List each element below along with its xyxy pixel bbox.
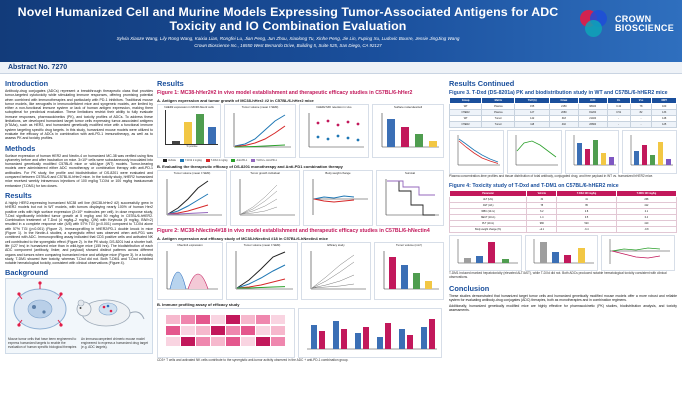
cell: -6.4 (557, 226, 616, 232)
col-header: T-DXd 100 mg/kg (557, 190, 616, 196)
background-caption-left: Mouse tumor cells that have been engineered to express humanized targets to enable the evaluation of human specific biological therapies (8, 337, 77, 350)
chart-body-weight (303, 170, 373, 226)
cell: 21400 (578, 116, 607, 122)
section-methods-heading: Methods (5, 143, 36, 153)
cell: - (607, 122, 630, 128)
chart-hher2-expression (157, 104, 221, 158)
cell: 125 (652, 122, 677, 128)
cell: 82 (630, 110, 652, 116)
cell: Body weight change (%) (450, 226, 527, 232)
conclusion-text-1: These studies demonstrated that humanized target tumor cells and humanized genetically modified mouse models offer a more robust and reliable system for evaluating antibody-drug conjugates (ADC) therapies, both as monotherapies and in combination regimens. (449, 293, 677, 302)
cell: 95 (557, 202, 616, 208)
cell: 412 (616, 202, 676, 208)
cell: NEUT (10⁹/L) (450, 214, 527, 220)
section-background-heading: Background (5, 268, 49, 278)
cell: 32 (527, 196, 557, 202)
cell: 318 (550, 116, 579, 122)
cell: 78 (630, 104, 652, 110)
conclusion-heading: Conclusion (449, 283, 490, 293)
cell: 402 (550, 122, 579, 128)
section-introduction-heading: Introduction (5, 79, 49, 88)
cell: 0.5 (557, 214, 616, 220)
cell: 0.4 (616, 214, 676, 220)
cell: - (630, 116, 652, 122)
cell: 148 (652, 116, 677, 122)
figure2-immune-note: CD3+ T cells and activated NK cells contribute to the synergistic anti-tumor activity observed in the ADC + anti-PD-1 combination group. (157, 358, 349, 362)
cell: 118 (515, 122, 550, 128)
chart-title: Tumor volume (mean ± SEM) (241, 105, 279, 109)
figure1-panel-a (157, 104, 445, 158)
col-header: Matrix (482, 98, 515, 104)
cell: 2150 (550, 104, 579, 110)
chart-title: hHER2 MFI retention in vivo (316, 105, 352, 109)
chart-body-weight-toxicity (601, 235, 675, 271)
figure3-charts (449, 130, 677, 174)
legend-item: T-DXd 4 mg/kg (206, 159, 228, 162)
cell: Tumor (482, 122, 515, 128)
cell: hHER2 (450, 110, 482, 116)
chart-title: Tumor volume (mm³) (395, 243, 422, 247)
chart-tumor-volume-model (224, 104, 296, 158)
chart-title: hNectin4 expression (177, 243, 203, 247)
chart-survival (376, 170, 444, 226)
cell: 133 (652, 110, 677, 116)
cell: 2.1 (616, 208, 676, 214)
chart-title: Tumor volume (mean ± SEM) (173, 171, 211, 175)
col-header: T-DM1 100 mg/kg (616, 190, 676, 196)
cell: 980 (527, 220, 557, 226)
section-introduction-text: Antibody-drug conjugates (ADCs) represent a breakthrough therapeutic class that provides tumor-targeted cytotoxicity while stimulating immune responses, offering promising potential when combined with immunotherapies and particularly with PD-1 inhibitors. Traditional mouse tumor models, like xenografts in immunodeficient mice and syngeneic models, are limited by either a non-functional immune system or lack of human antigen expression, making them suboptimal for preclinical evaluation. These limitations restrict their ability to fully evaluate immune responses, pharmacokinetics (PK), and toxicity profiles of ADCs. To address these limitations, we developed humanized target tumor cells expressing tumor-associated antigens (hTAAs), such as HER2, and humanized genetically modified mice with a functional immune system targeting specific drug targets. In this study, humanized mouse models were utilized to evaluate the efficacy of ADCs in combination with anti-PD-1 immunotherapy, as well as to assess PK and toxicity profiles. (5, 89, 153, 141)
chart-xlabel: % positive (186, 145, 198, 148)
table-row (450, 122, 677, 128)
cell: 2.8 (557, 208, 616, 214)
chart-immune-subsets (298, 308, 442, 358)
cell: 155 (515, 104, 550, 110)
section-results-text: A highly HER2-expressing humanized MC38 cell line (MC38-hHer2 #2) successfully grew in hHER2 models but not in WT models, with tumors displaying nearly 100% of human Her2 positive cells with high surface expression (2×10⁵ molecules per cell). In dose response study, T-Dxd significantly inhibited tumor growth at 5 mg/kg and 50 mg/kg in C57BL/6-hHER2. Combination treatment of T-Dxd (4 mg/kg–2 mg/kg, QW) with Keytruda (5 mg/kg, BIW×2) resulted in a complete response rate (4/8) with 57% TGI (p<0.001) compared to T-DXd alone with 57% TGI (p<0.001) (Figure 2). Immunoprofiling in hHER2/PD-1 double knock in mice (Figure 1). In the Nectin-4 studies, a synergistic effect was observed when anti-PD1 was combined with ADC. Immunoprofiling assay indicated that CD3 positive cells and activated NK cell contributed to the synergistic effect (Figure 2). In the PK study, DS-8201 had a shorter half-life (127 hrs) in humanized mice than in wild-type mice (155 hrs). The biodistribution of each ADC component (antibody, linker, and payload) showed distinct patterns across different organs and tumors when comparing humanized mice and wildtype mice (Figure 3). In a toxicity study, T-DM1 showed liver toxicity, whereas T-Dxd did not. Both T-DM1 and T-Dxd exhibited notable hematological toxicity, consistent with clinical observations (Figure 4). (5, 200, 153, 266)
cell: WT (450, 104, 482, 110)
figure1-panel-b (157, 170, 445, 226)
chart-title: Tumor volume (mean ± SEM) (243, 243, 281, 247)
cell: ALT (U/L) (450, 196, 527, 202)
conclusion-text-2: Additionally, humanized genetically modified mice are highly effective for pharmacokinetic (PK) studies, biodistribution analysis, and toxicity assessments. (449, 304, 677, 313)
chart-immune-profiling-heatmap (157, 308, 295, 358)
chart-nectin4-tumor-volume (226, 242, 298, 300)
cell: - (607, 116, 630, 122)
col-header: AUC (578, 98, 607, 104)
cell: 1.4 (527, 214, 557, 220)
section-methods-text: Surface expression of human HER2 and Nectin-4 on humanized MC-38 was verified using flow cytometry before and after incubation on mice. 3×10⁵ cells were subcutaneously inoculated into humanized genetically modified C57BL/6 mice or wild-type (WT) models. Tumor-bearing models were administered either ADC monotherapy or combination therapy with anti-PD-1 antibodies. For PK study, the profile and biodistribution of DS-8201 were evaluated and compared between C57BL/6 and C57BL/6-hHer2 mice. In the toxicity study, hHER2 humanized mice received weekly intravenous injections of 100 mg/kg T-DXd or 100 mg/kg trastuzumab emtansine (T-DM1) for two doses. (5, 153, 153, 188)
figure2-panel-b (157, 308, 445, 358)
column-right (449, 77, 677, 413)
figure4-caption: T-DM1 induced marked hepatotoxicity (elevated ALT/AST), while T-DXd did not. Both ADCs produced notable hematological toxicity consistent with clinical observations. (449, 270, 667, 279)
chart-pk-plasma-profile (449, 130, 504, 174)
figure2-title: Figure 2: MC38-hNectin4#18 in vivo model establishment and therapeutic efficacy studies in C57BL/6-hNectin4 (157, 228, 430, 234)
chart-tumor-volume-mean (157, 170, 227, 226)
col-header: Vss (630, 98, 652, 104)
background-figure (5, 278, 153, 354)
chart-hematology (525, 235, 598, 271)
figure1-title: Figure 1: MC38-hHer2#2 in vivo model establishment and therapeutic efficacy studies in C57BL/6-hHer2 (157, 90, 413, 96)
chart-payload-distribution (622, 130, 677, 174)
figure2-part-a-label: A. Antigen expression and efficacy study of MC38-hNectin4 #18 in C57BL/6-hNectin4 mice (157, 236, 329, 241)
cell: 268 (616, 196, 676, 202)
column-middle (157, 77, 445, 413)
chart-mfi-retention (299, 104, 369, 158)
chart-tumor-individual (230, 170, 300, 226)
cell: - (630, 122, 652, 128)
cell: WT (450, 116, 482, 122)
chart-liver-enzymes (449, 235, 522, 271)
cell: 520 (557, 220, 616, 226)
affiliation: Crown Bioscience Inc., 16550 West Bernardo Drive, Building 5, Suite 525, San Diego, CA 92127 (194, 43, 382, 48)
cell: AST (U/L) (450, 202, 527, 208)
legend-item: T-DXd + Anti-PD-1 (251, 159, 277, 162)
figure4-title: Figure 4: Toxicity study of T-Dxd and T-DM1 on C57BL/6-hHER2 mice (449, 182, 619, 189)
abstract-number: Abstract No. 7270 (0, 62, 682, 74)
figure2-panel-a (157, 242, 445, 300)
cell: 0.42 (607, 104, 630, 110)
chart-title: Tumor growth individual (250, 171, 280, 175)
chart-title: Surface molecules/cell (394, 105, 422, 109)
cell: hHER2 (450, 122, 482, 128)
cell: 6.2 (527, 208, 557, 214)
logo-line-1: CROWN (614, 13, 652, 24)
col-header: T1/2 (h) (515, 98, 550, 104)
chart-molecules-per-cell (372, 104, 444, 158)
chart-hnectin4-expression (157, 242, 223, 300)
chart-title: Body weight change (325, 171, 351, 175)
logo-line-2: BIOSCIENCE (614, 23, 674, 33)
figure3-caption: Plasma concentration-time profiles and tissue distribution of total antibody, conjugated drug, and free payload in WT vs. humanized hHER2 mice. (449, 174, 654, 178)
cell: 410 (616, 220, 676, 226)
results-continued-heading: Results Continued (449, 79, 515, 88)
crown-bioscience-logo (580, 9, 674, 39)
poster-header (0, 0, 682, 62)
figure1-part-a-label: A. Antigen expression and tumor growth of MC38-hHer2 #2 in C57BL/6-hHer2 mice (157, 98, 314, 103)
cell: 2080 (550, 110, 579, 116)
toxicity-table (449, 190, 677, 233)
cell: -9.8 (616, 226, 676, 232)
figure1-legend (163, 159, 445, 162)
cell: PLT (10⁹/L) (450, 220, 527, 226)
cell: 160 (652, 104, 677, 110)
author-list: Sylvia Xiaoze Wang, Lily Rong Wang, Kaixia Lian, Rongfei Lu, Jian Peng, Jun Zhou, Xiaolong Tu, Xinhe Peng, Jie Lin, Fuping Xu, Ludovic Bourre, Jessie JingJing Wang (116, 36, 460, 41)
col-header: MRT (652, 98, 677, 104)
chart-pk-tumor-profile (507, 130, 562, 174)
chart-title: hHER2 expression in MC38-hHer2 cells (164, 105, 214, 109)
chart-biodistribution-organs (565, 130, 620, 174)
logo-mark-icon (580, 9, 610, 39)
chart-title: Survival (405, 171, 415, 175)
cell: +2.1 (527, 226, 557, 232)
cell: 78 (527, 202, 557, 208)
poster-body (0, 74, 682, 413)
col-header: Parameter (450, 190, 527, 196)
logo-wordmark (615, 15, 674, 34)
cell: WBC (10⁹/L) (450, 208, 527, 214)
page-title: Novel Humanized Cell and Murine Models Expressing Tumor-Associated Antigens for ADC Toxicity and IO Combination Evaluation (17, 5, 559, 33)
cell: Plasma (482, 104, 515, 110)
cell: 0.51 (607, 110, 630, 116)
cell: 26800 (578, 122, 607, 128)
chart-nectin4-body-weight (374, 242, 444, 300)
chart-nectin4-efficacy-individual (301, 242, 371, 300)
col-header: Vehicle (527, 190, 557, 196)
legend-item: T-DXd 2 mg/kg (180, 159, 202, 162)
figure4-charts (449, 235, 677, 271)
figure2-part-b-label: B. Immune profiling assay of efficacy study (157, 302, 240, 307)
figure3-title: Figure 3. T-Dxd (DS-8201a) PK and biodistribution study in WT and C57BL/6-hHER2 mice (449, 90, 668, 96)
pk-parameters-table (449, 97, 677, 128)
background-schematic (6, 279, 152, 337)
cell: 98400 (578, 104, 607, 110)
background-caption-right: An immunocompetent chimeric mouse model engineered to express a humanized drug target (e.g. ADC targets). (81, 337, 148, 350)
chart-title: Efficacy study (327, 243, 345, 247)
col-header: Cmax (550, 98, 579, 104)
cell: 81200 (578, 110, 607, 116)
cell: Tumor (482, 116, 515, 122)
col-header: CL (607, 98, 630, 104)
legend-item: Anti-PD-1 (231, 159, 247, 162)
cell: 41 (557, 196, 616, 202)
conclusion-body (449, 294, 677, 313)
figure1-part-b-label: B. Evaluating the therapeutic efficacy of DS-8201 monotherapy and Anti-PD1 combination therapy (157, 164, 343, 169)
results-heading-col2: Results (157, 79, 184, 88)
cell: Plasma (482, 110, 515, 116)
column-left (5, 77, 153, 413)
section-results-heading: Results (5, 190, 32, 200)
table-row (450, 226, 677, 232)
cell: 127 (515, 110, 550, 116)
col-header: Group (450, 98, 482, 104)
legend-item: Vehicle (163, 159, 176, 162)
cell: 142 (515, 116, 550, 122)
